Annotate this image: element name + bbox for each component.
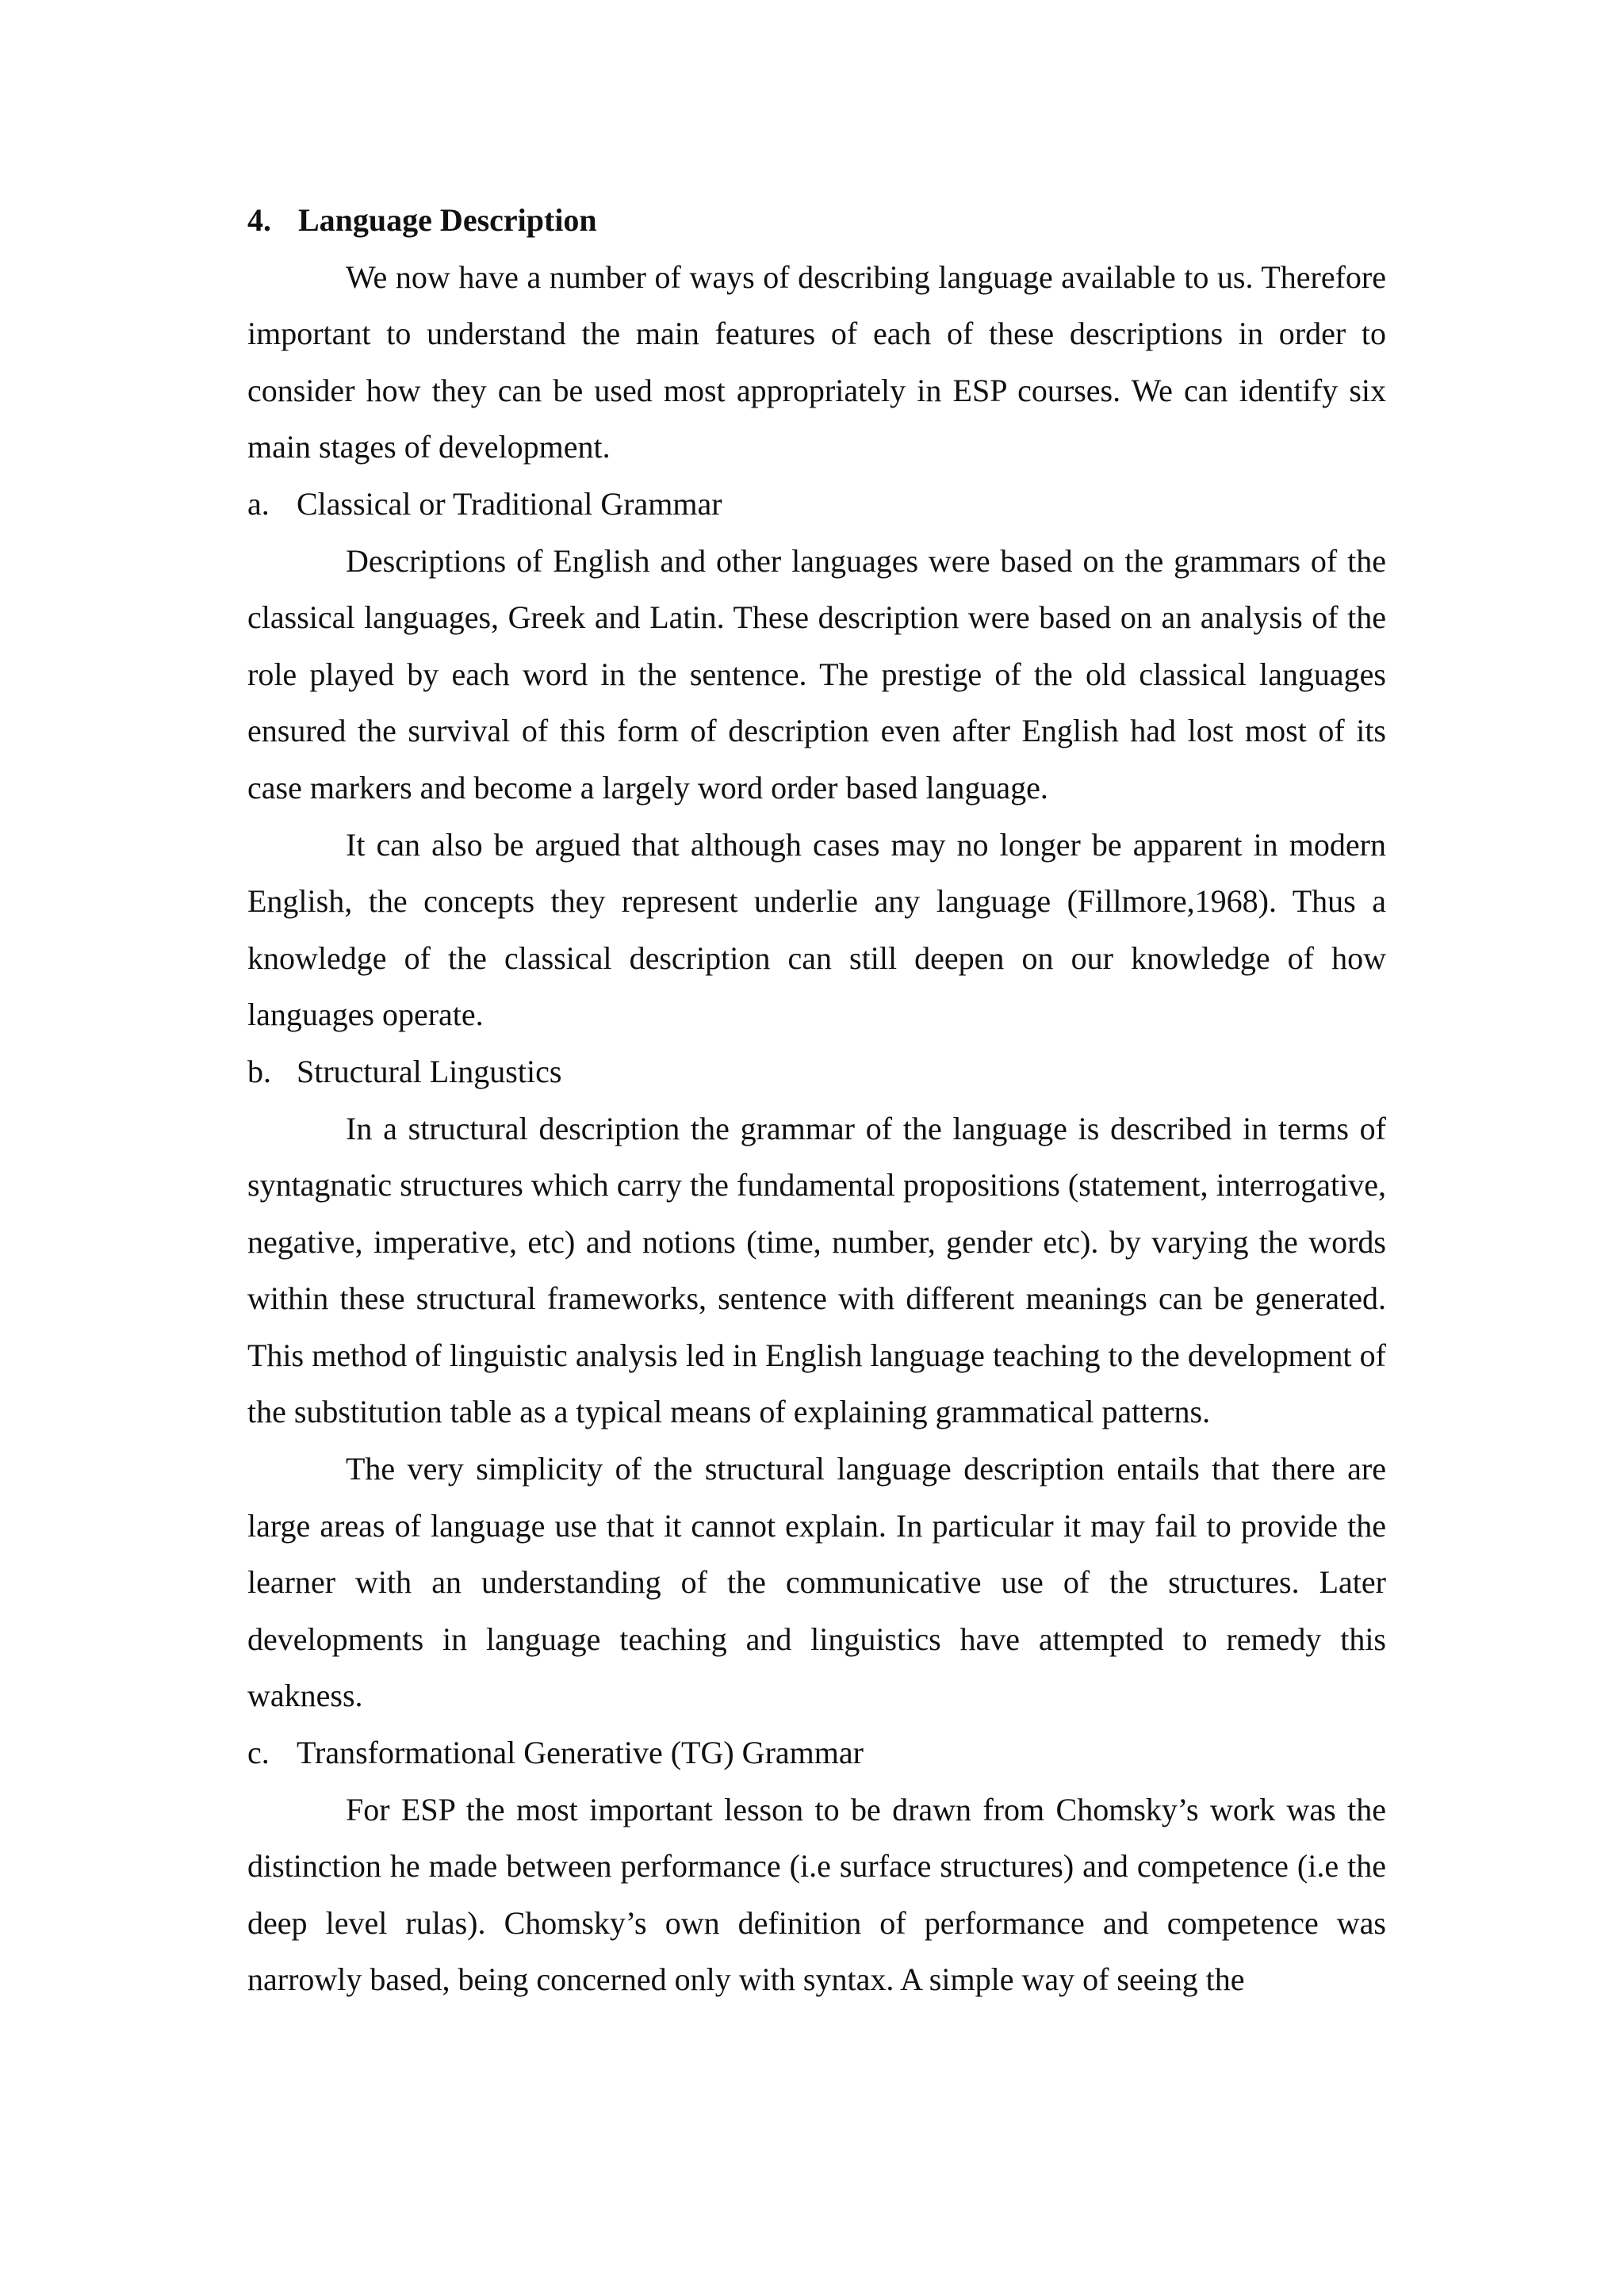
paragraph: Descriptions of English and other languages were based on the grammars of the classical languages, Greek and Latin. These description were based on an analysis of the role played by each word in the sentence. The prestige of the old classical languages ensured the survival of this form of description even after English had lost most of its case markers and become a largely word order based language.: [247, 542, 1386, 806]
subsection-heading-c: [247, 1724, 1386, 1781]
document-page: [247, 192, 1386, 2008]
subsection-title: Transformational Generative (TG) Grammar: [297, 1735, 864, 1771]
section-heading: [247, 192, 1386, 249]
subsection-title: Classical or Traditional Grammar: [297, 485, 722, 522]
subsection-letter: a.: [247, 485, 270, 522]
subsection-letter: c.: [247, 1735, 270, 1771]
section-title: Language Description: [298, 202, 597, 238]
subsection-heading-a: [247, 476, 1386, 533]
paragraph: It can also be argued that although cases may no longer be apparent in modern English, the concepts they represent underlie any language (Fillmore,1968). Thus a knowledge of the classical description can still deepen on our knowledge of how languages operate.: [247, 826, 1386, 1033]
paragraph: The very simplicity of the structural language description entails that there are large areas of language use that it cannot explain. In particular it may fail to provide the learner with an understanding of the communicative use of the structures. Later developments in language teaching and linguistics have attempted to remedy this wakness.: [247, 1451, 1386, 1714]
paragraph: For ESP the most important lesson to be drawn from Chomsky’s work was the distinction he made between performance (i.e surface structures) and competence (i.e the deep level rulas). Chomsky’s own definition of performance and competence was narrowly based, being concerned only with syntax. A simple way of seeing the: [247, 1791, 1386, 1998]
section-intro-paragraph: We now have a number of ways of describing language available to us. Therefore important to understand the main features of each of these descriptions in order to consider how they can be used most appropriately in ESP courses. We can identify six main stages of development.: [247, 258, 1386, 465]
subsection-title: Structural Lingustics: [297, 1053, 562, 1089]
subsection-heading-b: [247, 1043, 1386, 1100]
subsection-letter: b.: [247, 1053, 271, 1089]
paragraph: In a structural description the grammar of the language is described in terms of syntagnatic structures which carry the fundamental propositions (statement, interrogative, negative, imperative, etc) and notions (time, number, gender etc). by varying the words within these structural frameworks, sentence with different meanings can be generated. This method of linguistic analysis led in English language teaching to the development of the substitution table as a typical means of explaining grammatical patterns.: [247, 1110, 1386, 1430]
section-number: 4.: [247, 202, 271, 238]
